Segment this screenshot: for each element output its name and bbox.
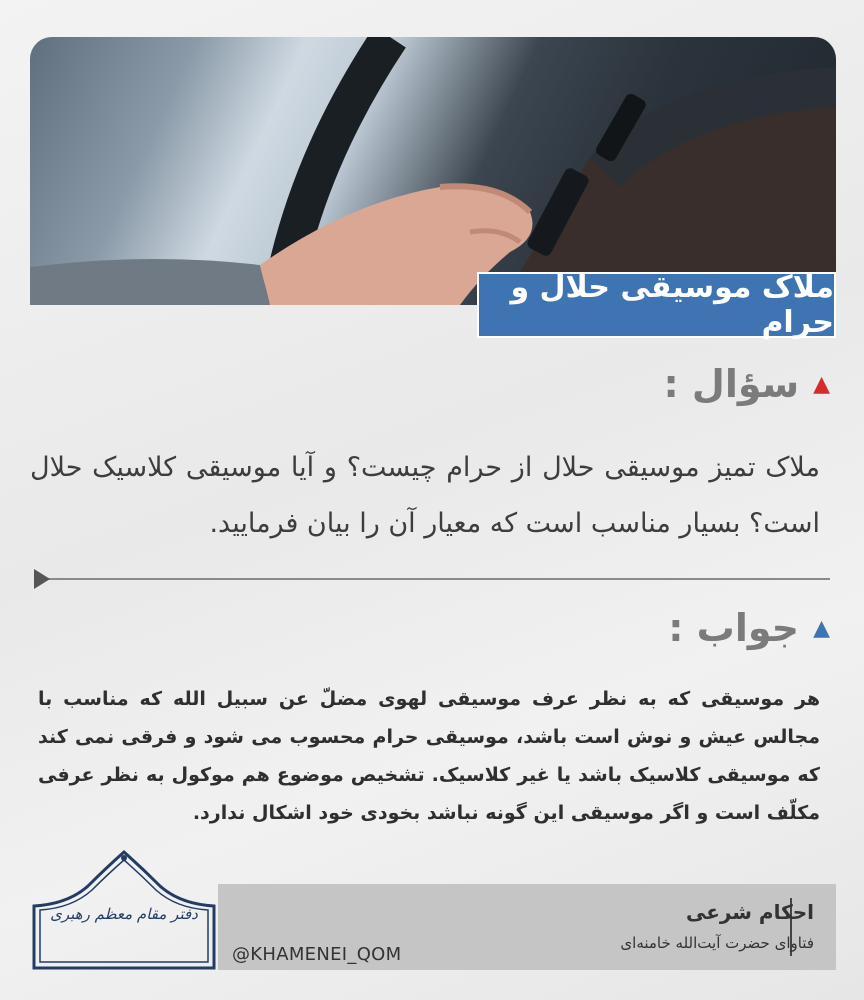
answer-text: هر موسیقی که به نظر عرف موسیقی لهوی مضلّ عن سبیل الله که مناسب با مجالس عیش و نوش است باشد، موسیقی حرام محسوب می شود و فرقی نمی کند که موسیقی کلاسیک باشد یا غیر کلاسیک. تشخیص موضوع هم موکول به نظر عرفی مکلّف است و اگر موسیقی این گونه نباشد بخودی خود اشکال ندارد. — [38, 688, 820, 824]
social-handle: @KHAMENEI_QOM — [232, 944, 402, 965]
footer-subtitle: فتاوای حضرت آیت‌الله خامنه‌ای — [620, 934, 814, 952]
logo-text: دفتر مقام معظم رهبری — [50, 905, 198, 923]
car-dashboard-illustration — [30, 37, 836, 305]
divider-arrow-icon — [34, 569, 50, 589]
question-heading — [663, 362, 830, 406]
answer-label: جواب : — [668, 606, 800, 650]
page-title — [477, 272, 836, 338]
section-divider — [34, 578, 830, 580]
header-photo — [30, 37, 836, 305]
page-title-text: ملاک موسیقی حلال و حرام — [510, 270, 834, 340]
question-text: ملاک تمیز موسیقی حلال از حرام چیست؟ و آیا موسیقی کلاسیک حلال است؟ بسیار مناسب است که معیار آن را بیان فرمایید. — [30, 452, 820, 539]
answer-heading — [668, 606, 830, 650]
triangle-marker-icon: ▲ — [813, 371, 830, 397]
triangle-marker-icon: ▲ — [813, 615, 830, 641]
footer-title: احکام شرعی — [685, 900, 814, 924]
question-label: سؤال : — [663, 362, 800, 406]
